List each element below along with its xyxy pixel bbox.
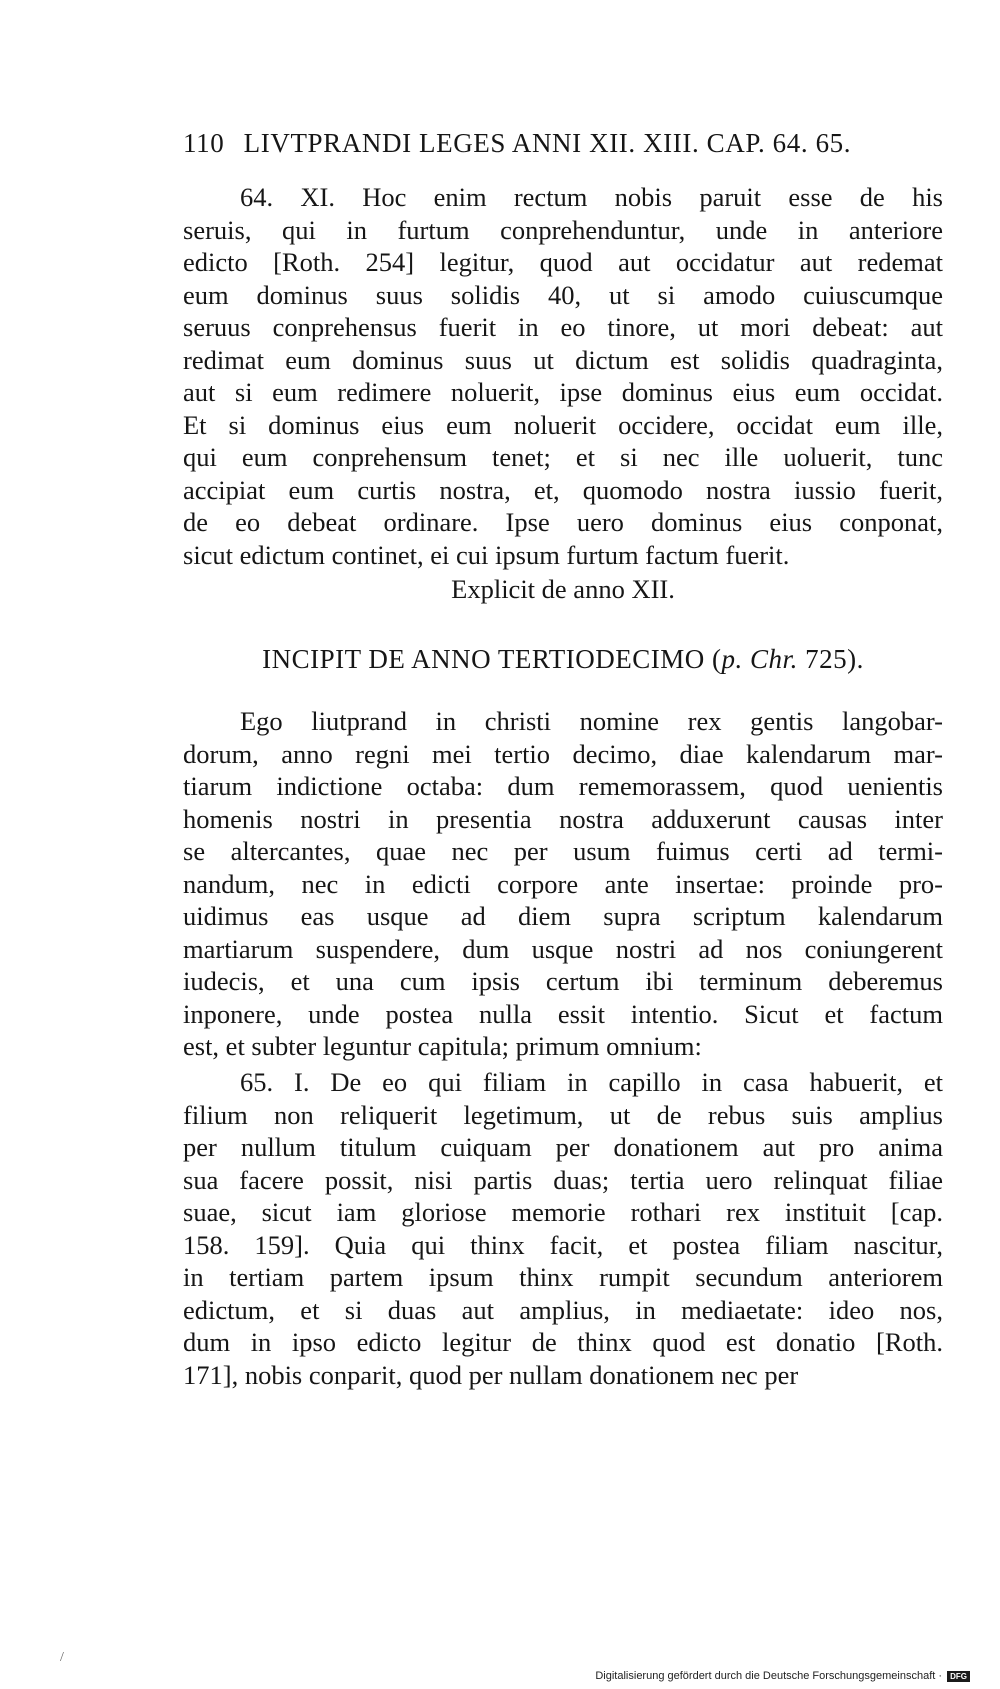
text-line: redimat eum dominus suus ut dictum est solidis quadraginta, — [183, 344, 943, 375]
text-line: edictum, et si duas aut amplius, in mediaetate: ideo nos, — [183, 1294, 943, 1325]
text-line: filium non reliquerit legetimum, ut de rebus suis amplius — [183, 1099, 943, 1130]
text-line: qui eum conprehensum tenet; et si nec ille uoluerit, tunc — [183, 442, 943, 472]
text-line: sua facere possit, nisi partis duas; tertia uero relinquat filiae — [183, 1164, 943, 1195]
text-line: 171], nobis conparit, quod per nullam donationem nec per — [183, 1359, 799, 1390]
incipit-year: 725 — [805, 644, 848, 674]
text-line: per nullum titulum cuiquam per donationem aut pro anima — [183, 1132, 943, 1162]
explicit-line: Explicit de anno XII. — [451, 574, 675, 604]
text-line: in tertiam partem ipsum thinx rumpit secundum anteriorem — [183, 1262, 943, 1292]
text-line: seruus conprehensus fuerit in eo tinore, ut mori debeat: aut — [183, 312, 943, 342]
dfg-logo: DFG — [947, 1671, 970, 1682]
incipit-heading — [183, 644, 943, 675]
text-line: aut si eum redimere noluerit, ipse dominus eius eum occidat. — [183, 377, 943, 407]
credit-text: Digitalisierung gefördert durch die Deutsche Forschungsgemeinschaft · — [595, 1670, 943, 1682]
text-line: 65. I. De eo qui filiam in capillo in casa habuerit, et — [240, 1067, 943, 1097]
text-line: sicut edictum continet, ei cui ipsum furtum factum fuerit. — [183, 539, 790, 570]
text-line: 64. XI. Hoc enim rectum nobis paruit esse de his — [240, 182, 943, 212]
text-line: uidimus eas usque ad diem supra scriptum kalendarum — [183, 901, 943, 931]
digitization-credit — [595, 1670, 970, 1682]
incipit-main: INCIPIT DE ANNO TERTIODECIMO — [262, 644, 705, 674]
text-line: suae, sicut iam gloriose memorie rothari rex instituit [cap. — [183, 1197, 943, 1227]
running-title: LIVTPRANDI LEGES ANNI XII. XIII. CAP. 64. 65. — [243, 128, 852, 158]
text-line: 158. 159]. Quia qui thinx facit, et postea filiam nascitur, — [183, 1229, 943, 1260]
text-line: accipiat eum curtis nostra, et, quomodo nostra iussio fuerit, — [183, 474, 943, 505]
running-header — [183, 128, 889, 159]
incipit-paren-open: ( — [712, 644, 722, 674]
text-line: tiarum indictione octaba: dum rememorassem, quod uenientis — [183, 771, 943, 801]
text-line: se altercantes, quae nec per usum fuimus certi ad termi- — [183, 836, 943, 866]
text-line: dorum, anno regni mei tertio decimo, diae kalendarum mar- — [183, 738, 943, 769]
text-line: homenis nostri in presentia nostra adduxerunt causas inter — [183, 803, 943, 834]
text-line: est, et subter leguntur capitula; primum omnium: — [183, 1031, 702, 1061]
text-line: martiarum suspendere, dum usque nostri ad nos coniungerent — [183, 933, 943, 964]
text-line: Et si dominus eius eum noluerit occidere, occidat eum ille, — [183, 409, 943, 440]
text-line: inponere, unde postea nulla essit intentio. Sicut et factum — [183, 998, 943, 1029]
text-line: nandum, nec in edicti corpore ante insertae: proinde pro- — [183, 868, 943, 899]
margin-mark: / — [60, 1650, 64, 1665]
text-line: Ego liutprand in christi nomine rex gentis langobar- — [240, 706, 943, 736]
incipit-paren-close: ). — [847, 644, 864, 674]
text-line: de eo debeat ordinare. Ipse uero dominus eius conponat, — [183, 507, 943, 537]
text-line: seruis, qui in furtum conprehenduntur, unde in anteriore — [183, 214, 943, 245]
incipit-era: p. Chr. — [721, 644, 798, 674]
text-line: iudecis, et una cum ipsis certum ibi terminum deberemus — [183, 966, 943, 996]
text-line: eum dominus suus solidis 40, ut si amodo cuiuscumque — [183, 279, 943, 310]
text-line: dum in ipso edicto legitur de thinx quod est donatio [Roth. — [183, 1327, 943, 1357]
page-number: 110 — [183, 128, 225, 158]
text-line: edicto [Roth. 254] legitur, quod aut occidatur aut redemat — [183, 247, 943, 277]
